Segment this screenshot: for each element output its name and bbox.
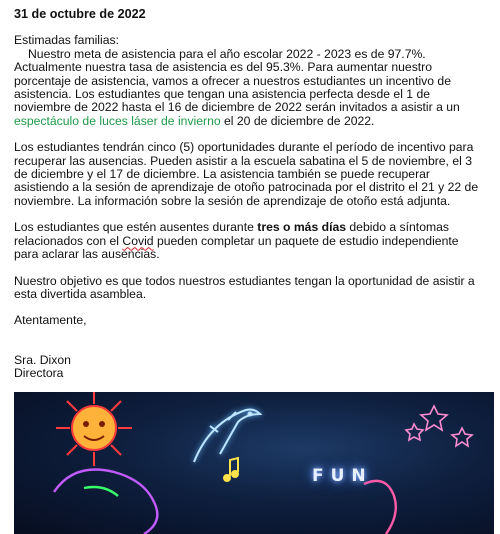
- covid-word: Covid: [122, 233, 154, 248]
- neon-laser-art: [14, 392, 494, 534]
- signer-title: Directora: [14, 366, 64, 381]
- music-note-icon: [224, 458, 238, 481]
- paragraph-covid-absences: [14, 221, 484, 261]
- paragraph-objective: Nuestro objetivo es que todos nuestros estudiantes tengan la oportunidad de asistir a esta divertida asamblea.: [14, 273, 475, 301]
- paragraph-makeup-opportunities: Los estudiantes tendrán cinco (5) oportunidades durante el período de incentivo para recuperar las ausencias. Pueden asistir a la escuela sabatina el 5 de noviembre, el 3 de diciembre y el 17 de diciembre. La asistencia también se puede recuperar asistiendo a la sesión de aprendizaje de otoño patrocinada por el distrito el 21 y 22 de noviembre. La información sobre la sesión de aprendizaje de otoño está adjunta.: [14, 140, 479, 208]
- three-or-more-days: tres o más días: [257, 220, 347, 235]
- greeting: Estimadas familias:: [14, 33, 119, 48]
- laser-show-image: [14, 392, 494, 534]
- letter-date: 31 de octubre de 2022: [14, 7, 146, 21]
- paragraph-attendance-goal: [14, 48, 484, 128]
- signer-name: Sra. Dixon: [14, 352, 71, 367]
- star-icon: [406, 406, 472, 446]
- letter: [14, 8, 484, 381]
- paragraph-1-end: el 20 de diciembre de 2022.: [220, 113, 375, 128]
- paragraph-3-end: pueden completar un paquete de estudio independiente para aclarar las ausencias.: [14, 233, 459, 262]
- closing: Atentamente,: [14, 313, 87, 328]
- dolphin-icon: [194, 410, 260, 463]
- laser-show-highlight: espectáculo de luces láser de invierno: [14, 113, 221, 128]
- paragraph-3-middle: debido a síntomas relacionados con el: [14, 220, 449, 248]
- sun-face-icon: [56, 392, 132, 466]
- paragraph-1-text: Nuestro meta de asistencia para el año escolar 2022 - 2023 es de 97.7%. Actualmente nuestra tasa de asistencia es del 95.3%. Para aumentar nuestro porcentaje de asistencia, vamos a ofrecer a nuestros estudiantes un incentivo de asistencia. Los estudiantes que tengan una asistencia perfecta desde el 1 de noviembre de 2022 hasta el 16 de diciembre de 2022 serán invitados a asistir a un: [14, 46, 460, 115]
- fun-banner-text: FUN: [312, 466, 373, 486]
- paragraph-3-start: Los estudiantes que estén ausentes durante: [14, 220, 258, 235]
